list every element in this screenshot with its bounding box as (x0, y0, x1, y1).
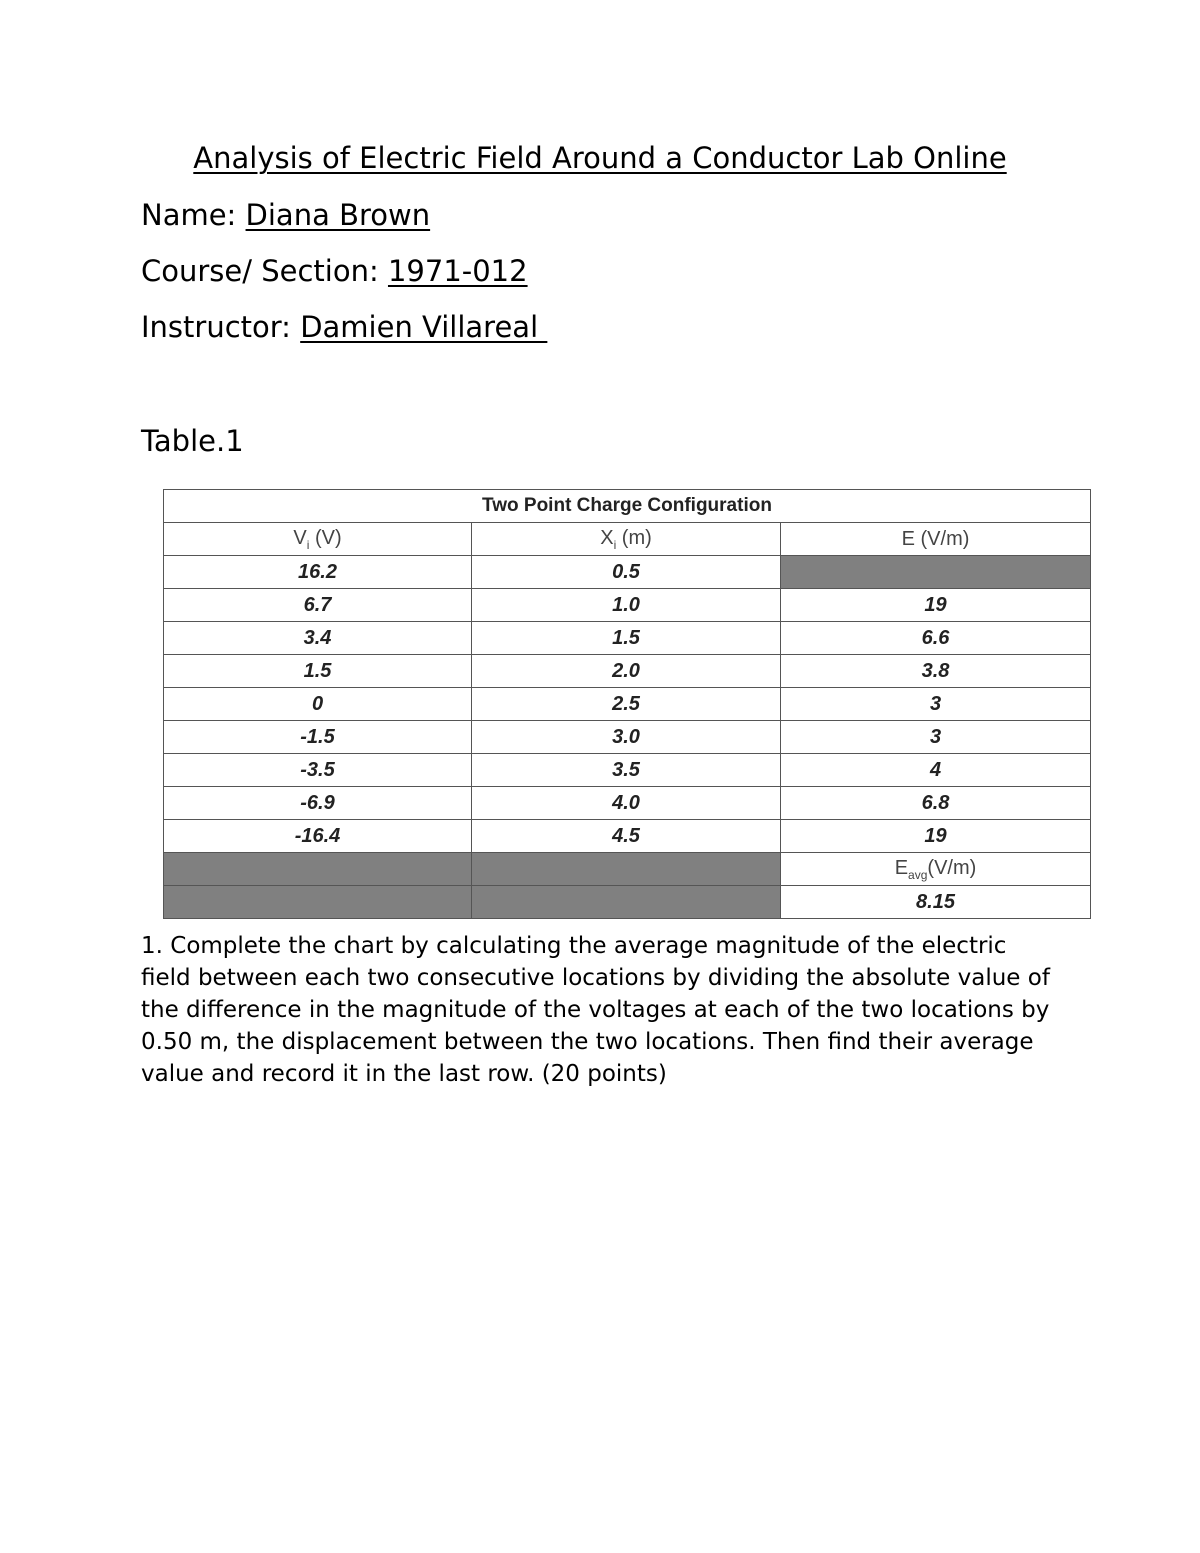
course-field (141, 251, 528, 291)
table-caption-row (164, 490, 1091, 523)
header-position-main: X (600, 526, 614, 549)
instructor-label: Instructor: (141, 310, 301, 344)
cell-field: 19 (781, 820, 1091, 853)
cell-voltage: -1.5 (164, 721, 472, 754)
cell-voltage: 16.2 (164, 556, 472, 589)
cell-voltage: 1.5 (164, 655, 472, 688)
cell-position: 1.5 (472, 622, 781, 655)
document-title: Analysis of Electric Field Around a Conductor Lab Online (193, 141, 1007, 175)
course-value: 1971-012 (387, 254, 528, 288)
cell-field: 6.6 (781, 622, 1091, 655)
table-row (164, 754, 1091, 787)
cell-position: 2.5 (472, 688, 781, 721)
cell-field: 3 (781, 688, 1091, 721)
cell-field: 3 (781, 721, 1091, 754)
data-table (163, 489, 1091, 919)
cell-field-shaded (781, 556, 1091, 589)
cell-average-field: 8.15 (781, 886, 1091, 919)
table-row (164, 556, 1091, 589)
cell-voltage: -3.5 (164, 754, 472, 787)
header-voltage-sub: i (306, 537, 310, 552)
header-field: E (V/m) (781, 523, 1091, 556)
cell-voltage: 0 (164, 688, 472, 721)
header-average-unit: (V/m) (927, 856, 977, 879)
table-avg-value-row (164, 886, 1091, 919)
header-average-sub: avg (908, 867, 928, 882)
table-caption: Two Point Charge Configuration (164, 490, 1091, 523)
table-row (164, 589, 1091, 622)
header-position-unit: (m) (616, 526, 652, 549)
cell-position: 0.5 (472, 556, 781, 589)
name-value: Diana Brown (245, 198, 431, 232)
header-voltage (164, 523, 472, 556)
cell-field: 19 (781, 589, 1091, 622)
table-avg-header-row (164, 853, 1091, 886)
table-label: Table.1 (141, 424, 244, 458)
cell-voltage: 3.4 (164, 622, 472, 655)
cell-shaded (472, 886, 781, 919)
instructor-value: Damien Villareal (300, 310, 548, 344)
name-label: Name: (141, 198, 246, 232)
question-text: 1. Complete the chart by calculating the average magnitude of the electric field between each two consecutive locations by dividing the absolute value of the difference in the magnitude of the voltages at each of the two locations by 0.50 m, the displacement between the two locations. Then find their average value and record it in the last row. (20 points) (141, 933, 1050, 1087)
table-header-row (164, 523, 1091, 556)
cell-position: 4.0 (472, 787, 781, 820)
cell-voltage: -16.4 (164, 820, 472, 853)
cell-position: 1.0 (472, 589, 781, 622)
instructor-field (141, 307, 547, 347)
cell-voltage: -6.9 (164, 787, 472, 820)
table-row (164, 787, 1091, 820)
cell-voltage: 6.7 (164, 589, 472, 622)
table-row (164, 721, 1091, 754)
header-voltage-main: V (293, 526, 307, 549)
course-label: Course/ Section: (141, 254, 388, 288)
cell-field: 4 (781, 754, 1091, 787)
cell-shaded (472, 853, 781, 886)
cell-shaded (164, 886, 472, 919)
cell-position: 4.5 (472, 820, 781, 853)
cell-field: 3.8 (781, 655, 1091, 688)
table-row (164, 688, 1091, 721)
header-average-main: E (894, 856, 909, 879)
cell-field: 6.8 (781, 787, 1091, 820)
header-average-field (781, 853, 1091, 886)
header-position (472, 523, 781, 556)
cell-position: 2.0 (472, 655, 781, 688)
table-row (164, 655, 1091, 688)
table-row (164, 622, 1091, 655)
cell-shaded (164, 853, 472, 886)
cell-position: 3.5 (472, 754, 781, 787)
header-voltage-unit: (V) (309, 526, 342, 549)
name-field (141, 195, 430, 235)
table-row (164, 820, 1091, 853)
header-position-sub: i (613, 537, 617, 552)
cell-position: 3.0 (472, 721, 781, 754)
